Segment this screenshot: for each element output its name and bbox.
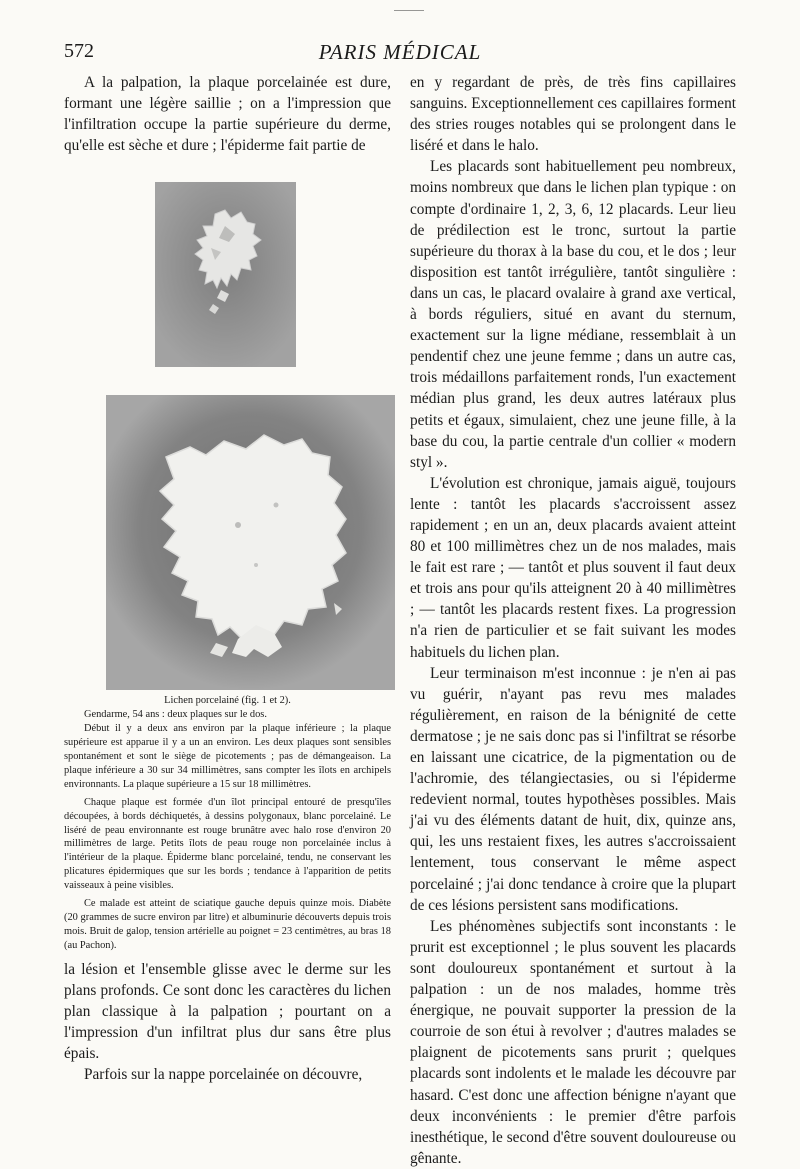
figure-1-photo (155, 182, 296, 367)
caption-patient-line: Gendarme, 54 ans : deux plaques sur le dos. (84, 709, 267, 721)
running-title: PARIS MÉDICAL (318, 40, 482, 64)
figure-2-photo (106, 395, 395, 690)
left-column (64, 72, 391, 1085)
right-paragraph-1: en y regardant de près, de très fins capillaires sanguins. Exceptionnellement ces capillaires forment des stries rouges notables qui se prolongent dans le liséré et dans le halo. (410, 74, 736, 155)
page-number: 572 (64, 40, 94, 62)
figure-caption (64, 694, 391, 952)
left-paragraph-1: A la palpation, la plaque porcelainée est dure, formant une légère saillie ; on a l'impression que l'infiltration occupe la partie supérieure du derme, qu'elle est sèche et dure ; l'épiderme fait partie de (64, 74, 391, 155)
caption-title: Lichen porcelainé (fig. 1 et 2). (164, 695, 291, 707)
right-paragraph-3: L'évolution est chronique, jamais aiguë, toujours lente : tantôt les placards s'accroissent assez rapidement ; en un an, deux placards avaient atteint 80 et 100 millimètres chez un de nos malades, mais le fait est rare ; — tantôt et plus souvent il faut deux et trois ans pour qu'ils atteignent 20 à 40 millimètres ; — tantôt les placards restent fixes. La progression n'a rien de particulier et se fait suivant les modes habituels du lichen plan. (410, 474, 736, 661)
right-paragraph-5: Les phénomènes subjectifs sont inconstants : le prurit est exceptionnel ; le plus souvent les placards sont douloureux spontanément et surtout à la palpation : un de nos malades, homme très énergique, ne pouvait supporter la pression de la courroie de son étui à revolver ; d'autres malades se plaignent de picotements sans prurit ; quelques placards sont indolents et le malade les découvre par hasard. C'est donc une affection bénigne n'ayant que deux inconvénients : le premier d'être parfois inesthétique, le second d'être souvent douloureuse ou gênante. (410, 917, 736, 1167)
figure-2-lesion-image (106, 395, 395, 690)
left-paragraph-3: Parfois sur la nappe porcelainée on découvre, (84, 1066, 363, 1084)
caption-paragraph-3: Ce malade est atteint de sciatique gauche depuis quinze mois. Diabète (20 grammes de sucre environ par litre) et albuminurie découverts depuis trois mois. Bruit de galop, tension artérielle au poignet = 23 centimètres, au bras 18 (au Pachon). (64, 898, 391, 951)
right-paragraph-4: Leur terminaison m'est inconnue : je n'en ai pas vu guérir, n'ayant pas revu mes malades régulièrement, en raison de la bénignité de cette dermatose ; je ne sais donc pas si l'infiltrat se résorbe en laissant une cicatrice, de la pigmentation ou de l'achromie, des télangiectasies, ou si l'épiderme redevient normal, toutes hypothèses possibles. Mais j'ai vu des éléments datant de huit, dix, quinze ans, qui, les uns restaient fixes, les autres s'accroissaient lentement, tous conservant le même aspect porcelainé ; j'ai donc tendance à croire que la plupart de ces lésions persistent sans modifications. (410, 664, 736, 914)
page-header (64, 40, 736, 70)
left-paragraph-2: la lésion et l'ensemble glisse avec le derme sur les plans profonds. Ce sont donc les caractères du lichen plan classique à la palpation ; pourtant on a l'impression d'un infiltrat plus dur sans être plus épais. (64, 960, 391, 1063)
figure-1-lesion-image (155, 182, 296, 367)
caption-paragraph-2: Chaque plaque est formée d'un îlot principal entouré de presqu'îles découpées, à bords déchiquetés, à dessins polygonaux, blanc porcelainé. Le liséré de peau environnante est rouge brunâtre avec halo rose d'environ 20 millimètres de large. Petits îlots de peau rouge non porcelainée inclus à l'intérieur de la plaque. Épiderme blanc porcelainé, tendu, ne conservant les plicatures épidermiques que sur les bords ; tendance à l'apparition de petits vaisseaux à peine visibles. (64, 796, 391, 892)
header-rule (394, 10, 424, 11)
caption-paragraph-1: Début il y a deux ans environ par la plaque inférieure ; la plaque supérieure est apparue il y a un an environ. Les deux plaques sont sensibles spontanément et sont le siège de picotements ; pas de démangeaison. La plaque inférieure a 30 sur 34 millimètres, sans compter les îlots en archipels environnants. La plaque supérieure a 15 sur 18 millimètres. (64, 723, 391, 790)
right-paragraph-2: Les placards sont habituellement peu nombreux, moins nombreux que dans le lichen plan typique : on compte d'ordinaire 1, 2, 3, 6, 12 placards. Leur lieu de prédilection est le tronc, surtout la partie supérieure du thorax à la base du cou, et le dos ; leur disposition est tantôt irrégulière, tantôt singulière : dans un cas, le placard ovalaire à grand axe vertical, à bords réguliers, situé en avant du sternum, exactement sur la ligne médiane, ressemblait à un pendentif chez une jeune femme ; dans un autre cas, trois médaillons parfaitement ronds, l'un exactement médian plus grand, les deux autres latéraux plus petits et égaux, simulaient, chez une jeune fille, à la base du cou, la partie centrale d'un collier « modern styl ». (410, 158, 736, 471)
right-column (410, 72, 736, 1169)
